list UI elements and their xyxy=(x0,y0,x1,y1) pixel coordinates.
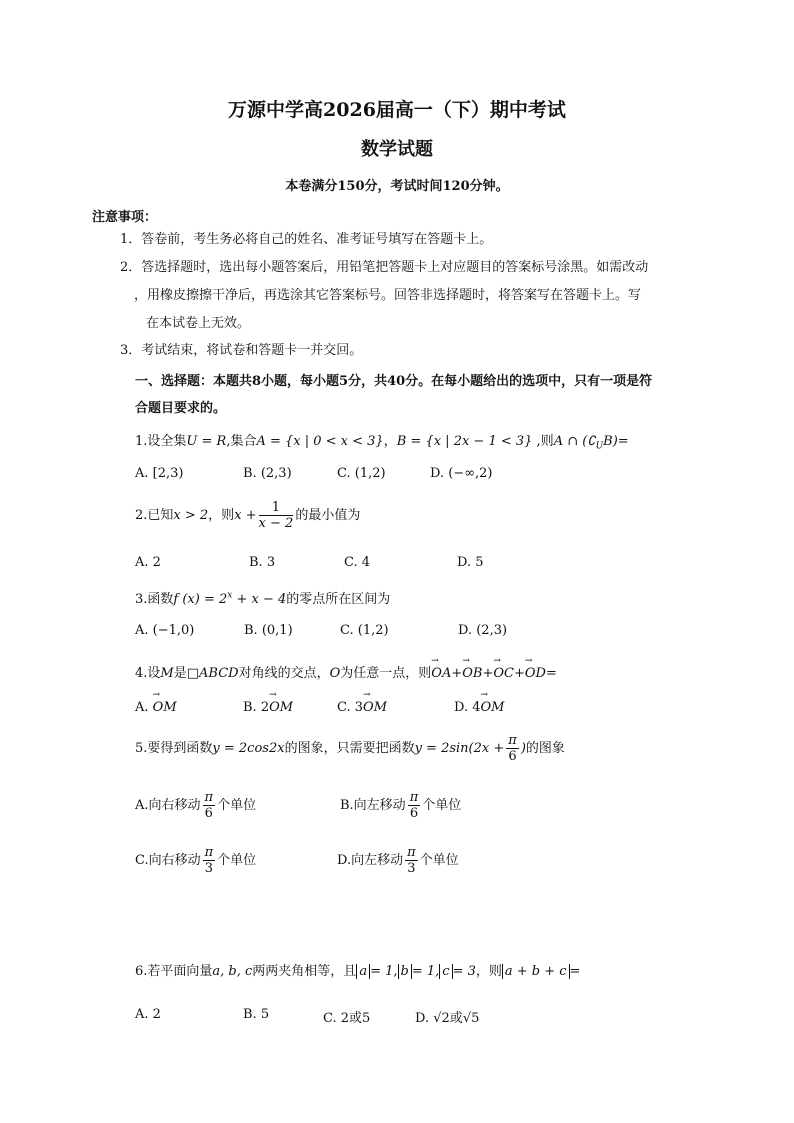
q3-option-a: A. (−1,0) xyxy=(135,623,195,638)
exam-title: 万源中学高2026届高一（下）期中考试 xyxy=(228,99,566,121)
q2-option-d: D. 5 xyxy=(457,555,484,570)
q4-option-c: C. 3OM → xyxy=(337,700,387,715)
section-1-line2: 合题目要求的。 xyxy=(135,401,227,416)
q2-option-c: C. 4 xyxy=(344,555,371,570)
note-1: 1．答卷前，考生务必将自己的姓名、准考证号填写在答题卡上。 xyxy=(120,232,493,247)
q3-option-b: B. (0,1) xyxy=(244,623,293,638)
q6-option-d: D. √2或√5 xyxy=(415,1011,480,1026)
q1-option-c: C. (1,2) xyxy=(337,466,386,481)
exam-info: 本卷满分150分，考试时间120分钟。 xyxy=(285,179,509,194)
q4-option-a: A. OM → xyxy=(135,700,177,715)
question-4: 4.设M是□ABCD对角线的交点，O为任意一点，则OA →+OB →+OC →+OD →= xyxy=(135,662,557,681)
q1-option-b: B. (2,3) xyxy=(243,466,292,481)
exam-subtitle: 数学试题 xyxy=(361,139,433,160)
note-2: 2．答选择题时，选出每小题答案后，用铅笔把答题卡上对应题目的答案标号涂黑。如需改动 xyxy=(120,260,649,275)
question-3: 3.函数f $(x) = 2^x + x - 4$的零点所在区间为 xyxy=(135,590,391,607)
q6-option-a: A. 2 xyxy=(135,1007,161,1022)
question-5: 5.要得到函数y = 2cos2x的图象，只需要把函数y = 2sin(2x + $\frac{\pi}{6}$ )的图象 xyxy=(135,733,565,764)
question-1: 1.设全集U = R,集合A = {x | 0 < x < 3}，B = {x | 2x − 1 < 3} ,则A ∩ $(∁_UB)=$ xyxy=(135,434,629,452)
q3-option-c: C. (1,2) xyxy=(340,623,389,638)
q1-option-d: D. (−∞,2) xyxy=(430,466,493,481)
q2-option-a: A. 2 xyxy=(135,555,161,570)
q5-option-d: D.向左移动 $\frac{\pi}{3}$ 个单位 xyxy=(337,845,459,876)
notes-heading: 注意事项： xyxy=(92,210,158,225)
q6-option-b: B. 5 xyxy=(243,1007,270,1022)
q1-option-a: A. [2,3) xyxy=(135,466,184,481)
question-6: 6.若平面向量a, b, c两两夹角相等，且 a = 1, b = 1, c = 3，则 a + b + c = xyxy=(135,964,581,979)
q4-option-b: B. 2OM → xyxy=(243,700,293,715)
q3-option-d: D. (2,3) xyxy=(458,623,508,638)
q5-option-c: C.向右移动 $\frac{\pi}{3}$ 个单位 xyxy=(135,845,257,876)
q5-option-b: B.向左移动 $\frac{\pi}{6}$ 个单位 xyxy=(340,790,462,821)
q2-option-b: B. 3 xyxy=(249,555,276,570)
question-2: 2.已知x > 2，则x + $\frac{1}{x - 2}$ 的最小值为 xyxy=(135,500,361,531)
note-2-cont: ，用橡皮擦擦干净后，再选涂其它答案标号。回答非选择题时，将答案写在答题卡上。写 xyxy=(134,288,642,303)
q2-fraction: $\frac{1}{x - 2}$ xyxy=(258,500,294,531)
section-1-line1: 一、选择题：本题共8小题，每小题5分，共40分。在每小题给出的选项中，只有一项是符 xyxy=(135,374,653,389)
q4-option-d: D. 4OM → xyxy=(454,700,504,715)
note-3: 3．考试结束，将试卷和答题卡一并交回。 xyxy=(120,343,363,358)
q6-option-c: C. 2或5 xyxy=(323,1011,371,1026)
note-2-cont2: 在本试卷上无效。 xyxy=(146,316,251,331)
q5-option-a: A.向右移动 $\frac{\pi}{6}$ 个单位 xyxy=(135,790,257,821)
q5-fraction: $\frac{\pi}{6}$ xyxy=(508,733,517,764)
